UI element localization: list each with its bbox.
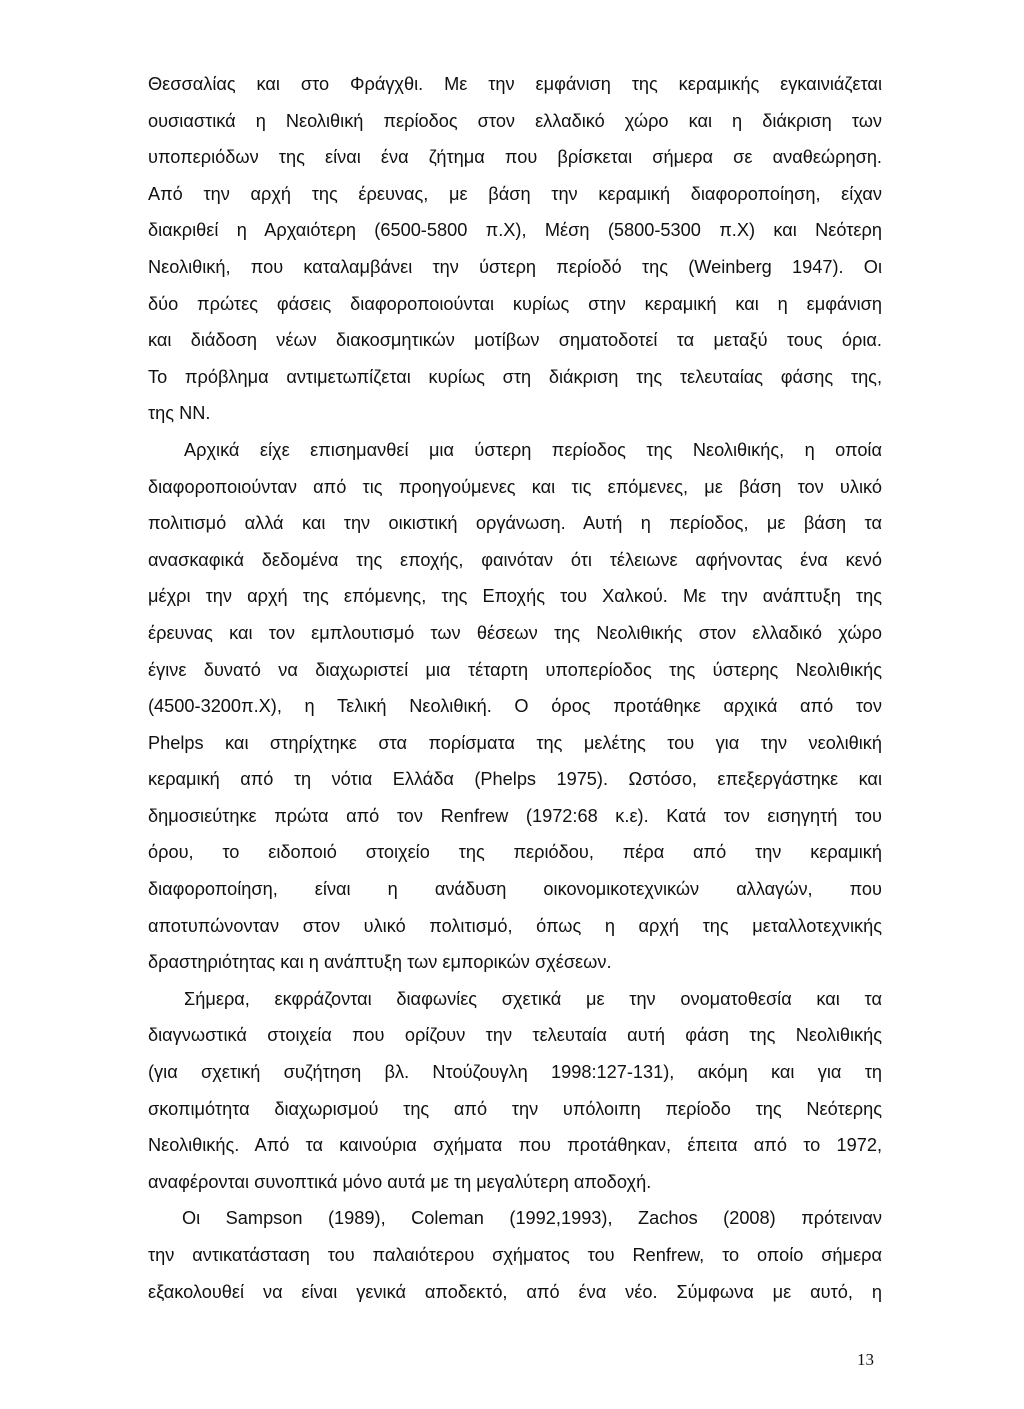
text-line: Νεολιθικής. Από τα καινούρια σχήματα που προτάθηκαν, έπειτα από το 1972, [148, 1135, 882, 1156]
text-line: Νεολιθική, που καταλαμβάνει την ύστερη περίοδό της (Weinberg 1947). Οι [148, 256, 882, 277]
text-line: Οι Sampson (1989), Coleman (1992,1993), Zachos (2008) πρότειναν [182, 1208, 882, 1229]
text-line: διαφοροποιούνταν από τις προηγούμενες και τις επόμενες, με βάση τον υλικό [148, 476, 882, 497]
text-line: ουσιαστικά η Νεολιθική περίοδος στον ελλαδικό χώρο και η διάκριση των [148, 110, 882, 131]
text-line: διαφοροποίηση, είναι η ανάδυση οικονομικοτεχνικών αλλαγών, που [148, 879, 882, 900]
page-number: 13 [857, 1350, 874, 1369]
text-line: (για σχετική συζήτηση βλ. Ντούζουγλη 1998:127-131), ακόμη και για τη [148, 1062, 882, 1083]
text-line: Phelps και στηρίχτηκε στα πορίσματα της μελέτης του για την νεολιθική [148, 732, 882, 753]
text-line: αναφέρονται συνοπτικά μόνο αυτά με τη μεγαλύτερη αποδοχή. [148, 1171, 652, 1192]
text-line: εξακολουθεί να είναι γενικά αποδεκτό, από ένα νέο. Σύμφωνα με αυτό, η [148, 1281, 882, 1302]
text-line: πολιτισμό αλλά και την οικιστική οργάνωση. Αυτή η περίοδος, με βάση τα [148, 513, 882, 534]
text-line: (4500-3200π.Χ), η Τελική Νεολιθική. Ο όρος προτάθηκε αρχικά από τον [148, 696, 882, 717]
text-line: αποτυπώνονταν στον υλικό πολιτισμό, όπως η αρχή της μεταλλοτεχνικής [148, 915, 882, 936]
text-line: Το πρόβλημα αντιμετωπίζεται κυρίως στη διάκριση της τελευταίας φάσης της, [148, 366, 882, 387]
text-line: όρου, το ειδοποιό στοιχείο της περιόδου, πέρα από την κεραμική [148, 842, 882, 863]
text-line: δραστηριότητας και η ανάπτυξη των εμπορικών σχέσεων. [148, 952, 612, 973]
body-text [148, 66, 882, 1310]
text-line: κεραμική από τη νότια Ελλάδα (Phelps 1975). Ωστόσο, επεξεργάστηκε και [148, 769, 882, 790]
text-line: δύο πρώτες φάσεις διαφοροποιούνται κυρίως στην κεραμική και η εμφάνιση [148, 293, 882, 314]
text-line: και διάδοση νέων διακοσμητικών μοτίβων σηματοδοτεί τα μεταξύ τους όρια. [148, 330, 882, 351]
text-line: Σήμερα, εκφράζονται διαφωνίες σχετικά με την ονοματοθεσία και τα [184, 988, 882, 1009]
text-line: έρευνας και τον εμπλουτισμό των θέσεων της Νεολιθικής στον ελλαδικό χώρο [148, 622, 882, 643]
text-line: υποπεριόδων της είναι ένα ζήτημα που βρίσκεται σήμερα σε αναθεώρηση. [148, 147, 882, 168]
text-line: σκοπιμότητα διαχωρισμού της από την υπόλοιπη περίοδο της Νεότερης [148, 1098, 882, 1119]
text-line: έγινε δυνατό να διαχωριστεί μια τέταρτη υποπερίοδος της ύστερης Νεολιθικής [148, 659, 882, 680]
text-line: διαγνωστικά στοιχεία που ορίζουν την τελευταία αυτή φάση της Νεολιθικής [148, 1025, 882, 1046]
text-line: την αντικατάσταση του παλαιότερου σχήματος του Renfrew, το οποίο σήμερα [148, 1245, 882, 1265]
text-line: διακριθεί η Αρχαιότερη (6500-5800 π.Χ), Μέση (5800-5300 π.Χ) και Νεότερη [148, 220, 882, 241]
text-line: Αρχικά είχε επισημανθεί μια ύστερη περίοδος της Νεολιθικής, η οποία [184, 439, 882, 460]
text-line: μέχρι την αρχή της επόμενης, της Εποχής του Χαλκού. Με την ανάπτυξη της [148, 586, 882, 607]
text-line: δημοσιεύτηκε πρώτα από τον Renfrew (1972:68 κ.ε). Κατά τον εισηγητή του [148, 805, 882, 826]
text-line: ανασκαφικά δεδομένα της εποχής, φαινόταν ότι τέλειωνε αφήνοντας ένα κενό [148, 549, 882, 570]
text-line: της ΝΝ. [148, 403, 211, 424]
text-line: Από την αρχή της έρευνας, με βάση την κεραμική διαφοροποίηση, είχαν [148, 183, 882, 204]
text-line: Θεσσαλίας και στο Φράγχθι. Με την εμφάνιση της κεραμικής εγκαινιάζεται [148, 74, 882, 94]
